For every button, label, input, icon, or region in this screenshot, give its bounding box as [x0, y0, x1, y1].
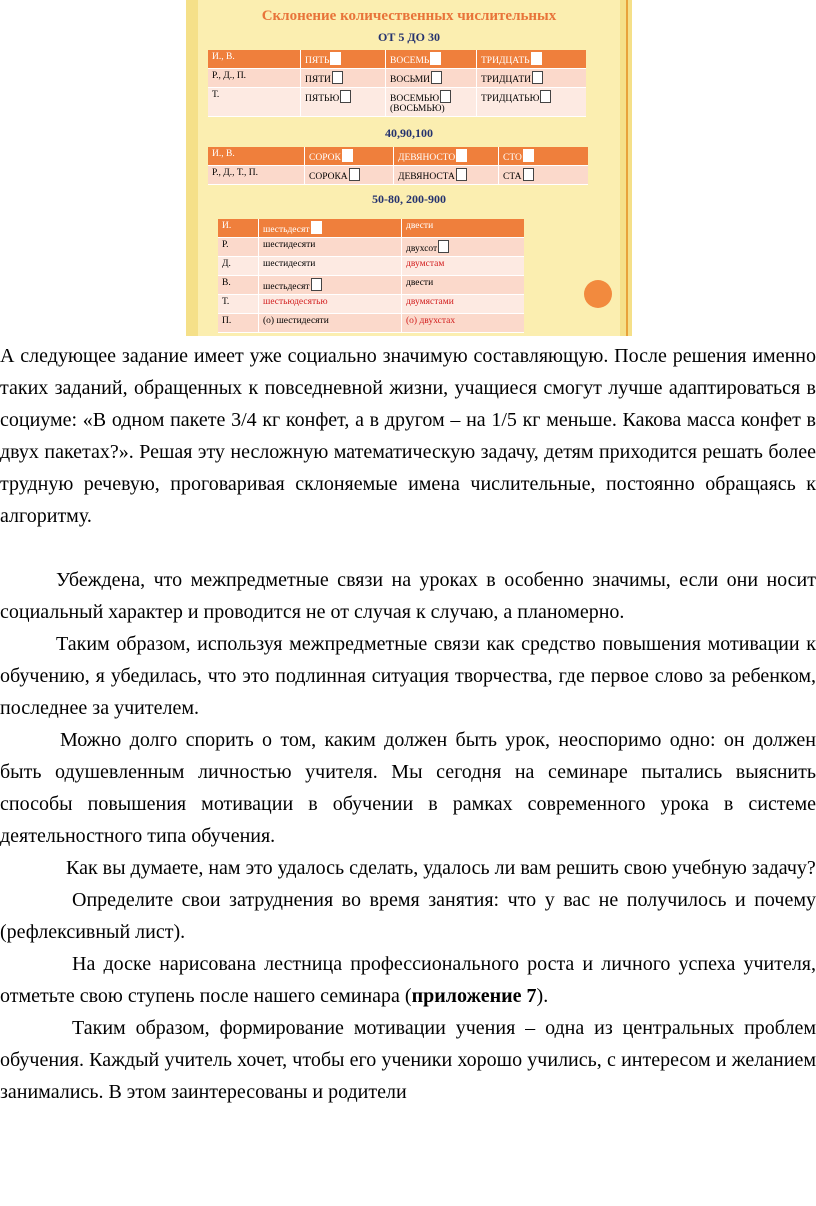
table-cell: ДЕВЯНОСТО [394, 147, 499, 166]
table-cell: И. [218, 219, 259, 238]
table-cell: Т. [208, 88, 301, 117]
appendix-reference: приложение 7 [411, 985, 537, 1007]
ending-box-icon [430, 52, 441, 65]
table-cell: шестьюдесятью [259, 295, 402, 314]
table-cell: двумстам [402, 257, 525, 276]
section-label-50-80-200-900: 50-80, 200-900 [372, 192, 446, 206]
table-cell: ДЕВЯНОСТА [394, 166, 499, 185]
table-cell: Д. [218, 257, 259, 276]
table-row [218, 238, 524, 257]
document-body [0, 340, 816, 1108]
table-cell: двести [402, 219, 525, 238]
table-cell: двухсот [402, 238, 525, 257]
table-cell: ТРИДЦАТИ [477, 69, 587, 88]
ending-box-icon [349, 168, 360, 181]
slide-frame-line [626, 0, 628, 336]
paragraph-7-text: На доске нарисована лестница профессионального роста и личного успеха учителя, отметьте свою ступень после нашего семинара ( [0, 953, 816, 1007]
paragraph-7 [0, 948, 816, 1012]
table-cell: СОРОКА [305, 166, 394, 185]
table-cell: И., В. [208, 50, 301, 69]
table-cell: И., В. [208, 147, 305, 166]
table-row [208, 50, 586, 69]
table-cell: Т. [218, 295, 259, 314]
table-cell: (о) двухстах [402, 314, 525, 333]
table-row [208, 88, 586, 117]
section-label-5-30: ОТ 5 ДО 30 [378, 30, 440, 44]
table-cell: ПЯТИ [301, 69, 386, 88]
table-cell: двумястами [402, 295, 525, 314]
table-cell: Р., Д., Т., П. [208, 166, 305, 185]
slide-title: Склонение количественных числительных [261, 8, 557, 24]
ending-box-icon [438, 240, 449, 253]
table-cell: Р., Д., П. [208, 69, 301, 88]
table-cell: СОРОК [305, 147, 394, 166]
table-row [218, 257, 524, 276]
slide-frame-left [186, 0, 198, 336]
ending-box-icon [311, 278, 322, 291]
ending-box-icon [431, 71, 442, 84]
ending-box-icon [523, 168, 534, 181]
ending-box-icon [332, 71, 343, 84]
paragraph-5: Как вы думаете, нам это удалось сделать, удалось ли вам решить свою учебную задачу? [66, 857, 816, 879]
ending-box-icon [440, 90, 451, 103]
table-row [208, 166, 588, 185]
table-row [218, 276, 524, 295]
table-cell: СТА [499, 166, 589, 185]
table-row [218, 219, 524, 238]
table-cell: шестьдесят [259, 219, 402, 238]
table-40-90-100 [208, 147, 588, 185]
table-cell: ВОСЕМЬЮ (ВОСЬМЬЮ) [386, 88, 477, 117]
table-row [208, 147, 588, 166]
ending-box-icon [311, 221, 322, 234]
ending-box-icon [523, 149, 534, 162]
table-cell: Р. [218, 238, 259, 257]
table-cell: двести [402, 276, 525, 295]
ending-box-icon [540, 90, 551, 103]
paragraph-6: Определите свои затруднения во время занятия: что у вас не получилось и почему (рефлексивный лист). [0, 889, 816, 943]
ending-box-icon [456, 149, 467, 162]
ending-box-icon [330, 52, 341, 65]
table-50-80-200-900 [218, 219, 524, 333]
table-cell: ПЯТЬ [301, 50, 386, 69]
paragraph-4: Можно долго спорить о том, каким должен быть урок, неоспоримо одно: он должен быть одушевленным личностью учителя. Мы сегодня на семинаре пытались выяснить способы повышения мотивации в обучении в рамках современного урока в системе деятельностного типа обучения. [0, 729, 816, 847]
table-row [218, 314, 524, 333]
section-label-40-90-100: 40,90,100 [385, 126, 433, 140]
table-cell: В. [218, 276, 259, 295]
ending-box-icon [531, 52, 542, 65]
table-row [218, 295, 524, 314]
paragraph-7-end: ). [536, 985, 549, 1007]
table-cell: ВОСЕМЬ [386, 50, 477, 69]
table-cell: шестидесяти [259, 257, 402, 276]
ending-box-icon [456, 168, 467, 181]
paragraph-3: Таким образом, используя межпредметные связи как средство повышения мотивации к обучению, я убедилась, что это подлинная ситуация творчества, где первое слово за ребенком, последнее за учителем. [0, 633, 816, 719]
ending-box-icon [342, 149, 353, 162]
table-cell: шестьдесят [259, 276, 402, 295]
table-cell: ВОСЬМИ [386, 69, 477, 88]
table-row [208, 69, 586, 88]
table-cell: ТРИДЦАТЬЮ [477, 88, 587, 117]
declension-slide [186, 0, 632, 336]
table-cell: П. [218, 314, 259, 333]
table-cell: СТО [499, 147, 589, 166]
ending-box-icon [340, 90, 351, 103]
table-cell: шестидесяти [259, 238, 402, 257]
paragraph-2: Убеждена, что межпредметные связи на уроках в особенно значимы, если они носит социальный характер и проводится не от случая к случаю, а планомерно. [0, 569, 816, 623]
decorative-circle-icon [584, 280, 612, 308]
ending-box-icon [532, 71, 543, 84]
table-cell: (о) шестидесяти [259, 314, 402, 333]
paragraph-8: Таким образом, формирование мотивации учения – одна из центральных проблем обучения. Каждый учитель хочет, чтобы его ученики хорошо учились, с интересом и желанием занимались. В этом заинтересованы и родители [0, 1017, 816, 1103]
table-5-30 [208, 50, 586, 117]
table-cell: ТРИДЦАТЬ [477, 50, 587, 69]
paragraph-1: А следующее задание имеет уже социально значимую составляющую. После решения именно таких заданий, обращенных к повседневной жизни, учащиеся смогут лучше адаптироваться в социуме: «В одном пакете 3/4 кг конфет, а в другом – на 1/5 кг меньше. Какова масса конфет в двух пакетах?». Решая эту несложную математическую задачу, детям приходится решать более трудную речевую, проговаривая склоняемые имена числительные, постоянно обращаясь к алгоритму. [0, 345, 816, 527]
table-cell: ПЯТЬЮ [301, 88, 386, 117]
